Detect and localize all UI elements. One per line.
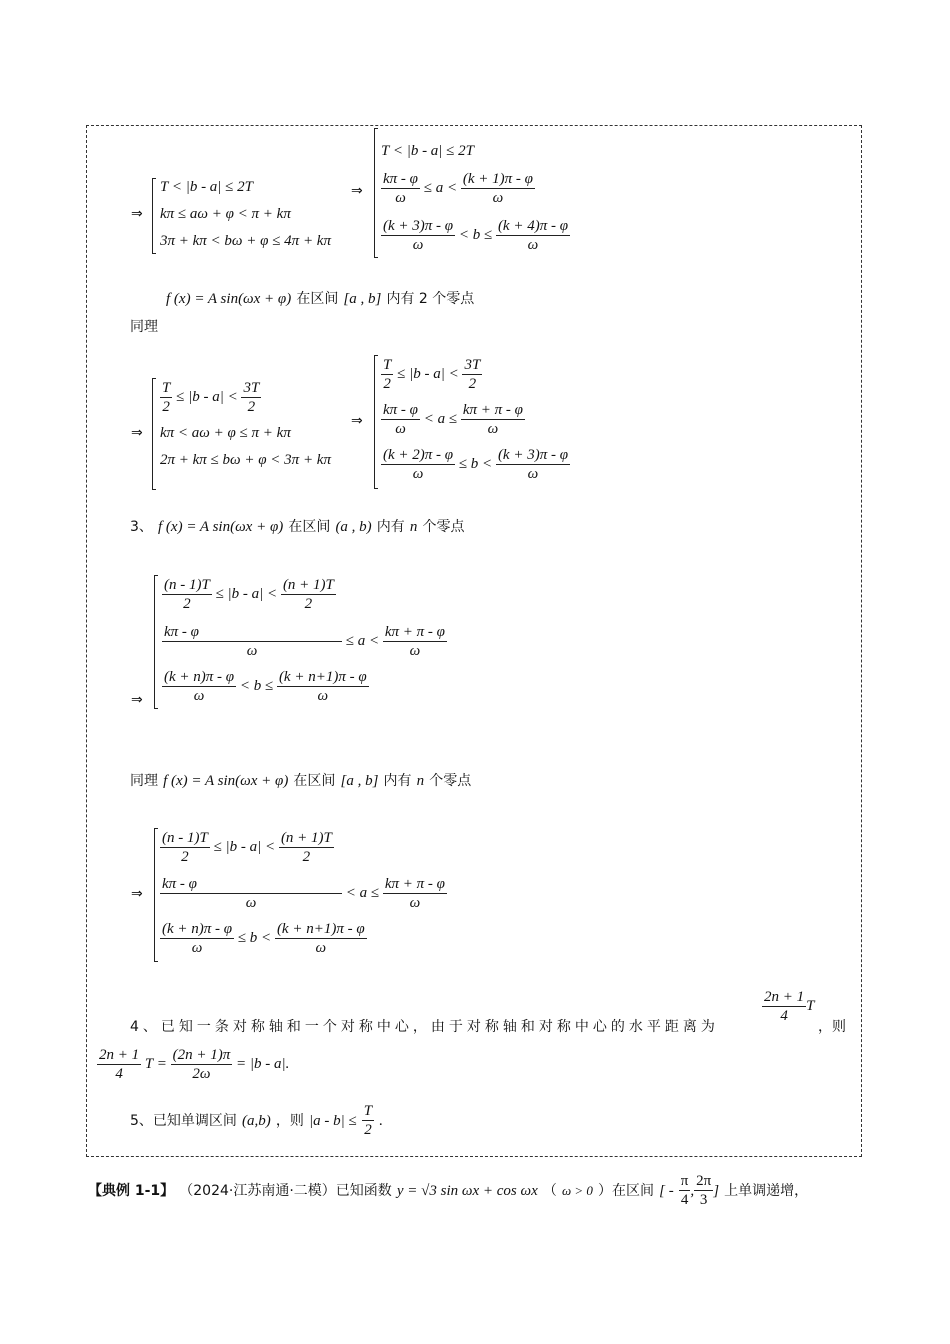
fraction-denominator: 2 xyxy=(383,376,391,392)
absolute-difference: = |b - a| xyxy=(235,1055,286,1072)
item-5-line xyxy=(130,1102,383,1139)
fraction-numerator: kπ + π - φ xyxy=(384,624,445,640)
equals-sign: T = xyxy=(144,1055,167,1072)
interval-bracket: ] xyxy=(713,1183,720,1199)
left-brace xyxy=(154,828,158,962)
zero-count-line xyxy=(130,770,471,790)
fraction-denominator: ω xyxy=(395,421,406,437)
fraction-numerator: kπ - φ xyxy=(162,623,342,642)
interval: (a , b) xyxy=(335,519,372,535)
fraction-numerator: (n - 1)T xyxy=(162,830,208,846)
fraction-denominator: ω xyxy=(193,688,205,704)
fraction-denominator: ω xyxy=(527,466,539,482)
inequality-row xyxy=(160,829,334,866)
fraction-denominator: 3 xyxy=(699,1192,708,1208)
fraction-denominator: ω xyxy=(317,688,329,704)
zero-count-line xyxy=(166,288,474,308)
fraction-denominator: 4 xyxy=(780,1008,788,1024)
fraction-numerator: (k + 1)π - φ xyxy=(462,171,533,187)
period: . xyxy=(379,1113,383,1129)
implies-arrow: ⇒ xyxy=(131,692,143,708)
inequality-sign: ≤ |b - a| < xyxy=(176,388,238,405)
absolute-difference: |a - b| ≤ xyxy=(308,1113,357,1129)
condition: ω > 0 xyxy=(561,1183,593,1198)
interval-bracket: [ - xyxy=(659,1183,674,1199)
interval: [a , b] xyxy=(340,773,379,789)
fraction-denominator: 2 xyxy=(162,399,170,415)
left-brace xyxy=(152,378,156,490)
fraction-denominator: 2 xyxy=(183,596,191,612)
fraction-numerator: kπ - φ xyxy=(383,402,418,418)
example-label: 【典例 1-1】 xyxy=(88,1183,175,1199)
inequality-sign: ≤ a < xyxy=(345,632,380,649)
variable: T xyxy=(806,997,815,1014)
implies-arrow: ⇒ xyxy=(131,206,143,222)
inequality-row xyxy=(162,668,369,705)
text: 5、已知单调区间 xyxy=(130,1113,237,1129)
fraction-denominator: ω xyxy=(527,237,539,253)
left-brace xyxy=(374,128,378,258)
fraction-numerator: kπ - φ xyxy=(160,875,342,894)
left-brace xyxy=(374,355,378,489)
fraction-denominator: 2 xyxy=(304,596,313,612)
inequality-sign: ≤ |b - a| < xyxy=(215,585,278,602)
fraction-numerator: (n + 1)T xyxy=(282,577,334,593)
fraction-denominator: ω xyxy=(487,421,499,437)
fraction-numerator: kπ + π - φ xyxy=(384,876,445,892)
item-3-line xyxy=(130,516,464,536)
example-line xyxy=(88,1172,808,1209)
same-reasoning-label: 同理 xyxy=(130,319,158,335)
fraction-denominator: ω xyxy=(246,643,258,659)
inequality-sign: < b ≤ xyxy=(239,677,274,694)
system-line: 3π + kπ < bω + φ ≤ 4π + kπ xyxy=(160,233,331,249)
inequality-sign: ≤ |b - a| < xyxy=(213,838,276,855)
fraction-denominator: 2 xyxy=(364,1122,372,1138)
item-4-text: 4、已知一条对称轴和一个对称中心，由于对称轴和对称中心的水平距离为 xyxy=(130,1019,719,1035)
inequality-sign: < a ≤ xyxy=(345,884,380,901)
text: ，则 xyxy=(818,1019,846,1035)
item-number: 3、 xyxy=(130,519,153,535)
fraction-numerator: (k + 4)π - φ xyxy=(497,218,569,234)
inequality-sign: ≤ a < xyxy=(423,179,458,196)
fraction-denominator: ω xyxy=(409,643,421,659)
variable: n xyxy=(416,773,425,789)
inequality-row xyxy=(162,623,447,660)
interval: (a,b) xyxy=(242,1113,271,1129)
function-formula: f (x) = A sin(ωx + φ) xyxy=(166,291,292,307)
inequality-sign: < b ≤ xyxy=(458,226,493,243)
inequality-row xyxy=(381,217,570,254)
system-line: T < |b - a| ≤ 2T xyxy=(381,143,475,159)
inequality-row xyxy=(381,401,525,438)
same-reasoning-label: 同理 xyxy=(130,773,158,789)
implies-arrow: ⇒ xyxy=(131,425,143,441)
fraction-denominator: ω xyxy=(409,895,421,911)
fraction-numerator: kπ + π - φ xyxy=(462,402,523,418)
fraction-numerator: (k + 3)π - φ xyxy=(497,447,569,463)
fraction-numerator: 2n + 1 xyxy=(764,989,805,1005)
inequality-sign: ≤ b < xyxy=(237,929,272,946)
system-line: kπ ≤ aω + φ < π + kπ xyxy=(160,206,291,222)
fraction-numerator: (n - 1)T xyxy=(164,577,210,593)
system-line: kπ < aω + φ ≤ π + kπ xyxy=(160,425,291,441)
text: 在区间 xyxy=(293,773,336,789)
text: ）在区间 xyxy=(598,1183,655,1199)
interval: [a , b] xyxy=(343,291,382,307)
fraction-denominator: 2 xyxy=(302,849,311,865)
inequality-sign: ≤ |b - a| < xyxy=(397,365,459,382)
fraction-numerator: (k + n)π - φ xyxy=(164,669,235,685)
fraction-numerator: T xyxy=(383,357,392,373)
text: 个零点 xyxy=(422,519,465,535)
fraction-numerator: 3T xyxy=(464,357,481,373)
text: 内有 xyxy=(376,519,405,535)
text: 内有 xyxy=(383,773,412,789)
fraction-denominator: ω xyxy=(412,237,424,253)
fraction-numerator: (k + n+1)π - φ xyxy=(276,921,365,937)
inequality-row xyxy=(381,170,535,207)
text: 内有 2 个零点 xyxy=(386,291,475,307)
left-brace xyxy=(154,575,158,709)
inequality-row xyxy=(381,446,570,483)
inequality-row xyxy=(162,576,336,613)
inequality-sign: < a ≤ xyxy=(423,410,458,427)
distance-fraction xyxy=(762,988,814,1025)
fraction-denominator: 2 xyxy=(181,849,189,865)
fraction-denominator: ω xyxy=(492,190,504,206)
example-source: （2024·江苏南通·二模）已知函数 xyxy=(179,1183,392,1199)
fraction-numerator: 2n + 1 xyxy=(99,1047,140,1063)
text: 在区间 xyxy=(296,291,339,307)
text: 上单调递增， xyxy=(724,1183,809,1199)
function-formula: f (x) = A sin(ωx + φ) xyxy=(163,773,289,789)
fraction-numerator: (2n + 1)π xyxy=(172,1047,231,1063)
function-formula: f (x) = A sin(ωx + φ) xyxy=(158,519,284,535)
fraction-numerator: T xyxy=(363,1103,373,1119)
function-formula: y = √3 sin ωx + cos ωx xyxy=(396,1183,538,1199)
fraction-denominator: ω xyxy=(245,895,257,911)
inequality-sign: ≤ b < xyxy=(458,455,493,472)
fraction-denominator: ω xyxy=(395,190,406,206)
fraction-numerator: 3T xyxy=(243,380,260,396)
fraction-numerator: (k + n)π - φ xyxy=(162,921,233,937)
inequality-row xyxy=(160,875,447,912)
fraction-numerator: (n + 1)T xyxy=(280,830,332,846)
system-line: 2π + kπ ≤ bω + φ < 3π + kπ xyxy=(160,452,331,468)
system-line: T < |b - a| ≤ 2T xyxy=(160,179,254,195)
fraction-numerator: T xyxy=(162,380,171,396)
variable: n xyxy=(409,519,418,535)
implies-arrow: ⇒ xyxy=(131,886,143,902)
distance-equation xyxy=(97,1046,289,1083)
fraction-denominator: 4 xyxy=(115,1066,123,1082)
inequality-row xyxy=(160,379,261,416)
implies-arrow: ⇒ xyxy=(351,183,363,199)
fraction-denominator: ω xyxy=(412,466,424,482)
fraction-numerator: kπ - φ xyxy=(383,171,418,187)
fraction-denominator: 4 xyxy=(680,1192,689,1208)
fraction-denominator: 2ω xyxy=(192,1066,211,1082)
comma: , xyxy=(690,1183,695,1199)
fraction-denominator: ω xyxy=(315,940,327,956)
fraction-denominator: 2 xyxy=(247,399,256,415)
left-brace xyxy=(152,178,156,254)
fraction-numerator: 2π xyxy=(696,1173,712,1189)
fraction-numerator: (k + 2)π - φ xyxy=(383,447,454,463)
inequality-row xyxy=(160,920,367,957)
implies-arrow: ⇒ xyxy=(351,413,363,429)
text: 个零点 xyxy=(429,773,472,789)
text: （ xyxy=(542,1183,557,1199)
fraction-numerator: (k + n+1)π - φ xyxy=(278,669,367,685)
inequality-row xyxy=(381,356,482,393)
fraction-numerator: (k + 3)π - φ xyxy=(383,218,454,234)
text: 在区间 xyxy=(288,519,331,535)
fraction-denominator: ω xyxy=(191,940,203,956)
fraction-denominator: 2 xyxy=(468,376,477,392)
fraction-numerator: π xyxy=(680,1173,689,1189)
period: . xyxy=(285,1055,290,1072)
text: ，则 xyxy=(275,1113,304,1129)
